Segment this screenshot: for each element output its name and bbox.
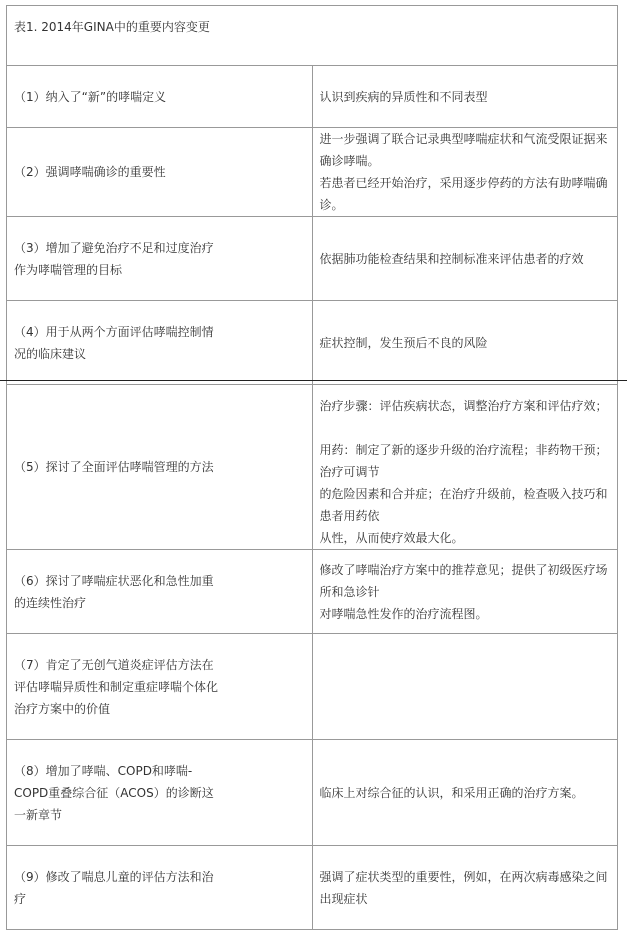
detail-text: 用药：制定了新的逐步升级的治疗流程；非药物干预；治疗可调节 <box>319 443 608 479</box>
table-row <box>7 217 618 301</box>
change-text: 的连续性治疗 <box>14 595 87 610</box>
table-row <box>7 66 618 128</box>
change-cell <box>7 740 313 846</box>
detail-text: 若患者已经开始治疗，采用逐步停药的方法有助哮喘确诊。 <box>319 176 608 212</box>
horizontal-rule <box>0 380 627 381</box>
table-row <box>7 128 618 217</box>
detail-cell <box>312 740 618 846</box>
change-cell <box>7 634 313 740</box>
detail-text: 的危险因素和合并症；在治疗升级前，检查吸入技巧和患者用药依 <box>319 487 608 523</box>
table-row <box>7 634 618 740</box>
detail-text: 强调了症状类型的重要性，例如，在两次病毒感染之间出现症状 <box>319 869 608 906</box>
gina-changes-table <box>6 5 618 930</box>
detail-text: 对哮喘急性发作的治疗流程图。 <box>319 606 488 621</box>
table-row <box>7 385 618 550</box>
detail-text: 进一步强调了联合记录典型哮喘症状和气流受限证据来确诊哮喘。 <box>319 132 608 168</box>
change-cell <box>7 217 313 301</box>
change-text: （5）探讨了全面评估哮喘管理的方法 <box>14 460 214 474</box>
detail-cell <box>312 385 618 550</box>
detail-cell <box>312 301 618 385</box>
caption-row <box>7 6 618 66</box>
detail-text: 修改了哮喘治疗方案中的推荐意见；提供了初级医疗场所和急诊针 <box>319 562 608 599</box>
table-row <box>7 846 618 930</box>
change-text: （6）探讨了哮喘症状恶化和急性加重 <box>14 573 214 588</box>
detail-text: 症状控制，发生预后不良的风险 <box>319 335 488 350</box>
detail-cell <box>312 66 618 128</box>
change-cell <box>7 846 313 930</box>
table-row <box>7 550 618 634</box>
change-text: 评估哮喘异质性和制定重症哮喘个体化 <box>14 679 219 694</box>
detail-cell <box>312 217 618 301</box>
detail-cell <box>312 846 618 930</box>
change-text: 况的临床建议 <box>14 346 87 361</box>
detail-text: 从性，从而使疗效最大化。 <box>319 531 464 545</box>
change-text: （3）增加了避免治疗不足和过度治疗 <box>14 240 214 255</box>
change-text: （7）肯定了无创气道炎症评估方法在 <box>14 657 214 672</box>
detail-text: 临床上对综合征的认识，和采用正确的治疗方案。 <box>319 785 584 800</box>
detail-cell-empty <box>312 634 618 740</box>
change-cell <box>7 66 313 128</box>
table-caption: 表1. 2014年GINA中的重要内容变更 <box>7 6 618 66</box>
table-row <box>7 301 618 385</box>
detail-text: 认识到疾病的异质性和不同表型 <box>319 89 488 104</box>
change-text: 疗 <box>14 891 27 906</box>
change-text: （8）增加了哮喘、COPD和哮喘- <box>14 763 193 778</box>
change-text: 作为哮喘管理的目标 <box>14 262 123 277</box>
change-text: （2）强调哮喘确诊的重要性 <box>14 165 166 179</box>
detail-text: 依据肺功能检查结果和控制标准来评估患者的疗效 <box>319 251 584 266</box>
table-row <box>7 740 618 846</box>
paragraph-gap <box>320 417 611 439</box>
detail-cell <box>312 550 618 634</box>
change-text: COPD重叠综合征（ACOS）的诊断这 <box>14 785 214 800</box>
change-text: （4）用于从两个方面评估哮喘控制情 <box>14 324 214 339</box>
detail-text: 治疗步骤：评估疾病状态，调整治疗方案和评估疗效； <box>319 399 608 413</box>
change-cell <box>7 550 313 634</box>
change-text: 治疗方案中的价值 <box>14 701 111 716</box>
change-cell <box>7 301 313 385</box>
change-text: 一新章节 <box>14 807 63 822</box>
change-text: （1）纳入了“新”的哮喘定义 <box>14 89 167 104</box>
change-cell <box>7 128 313 217</box>
change-text: （9）修改了喘息儿童的评估方法和治 <box>14 869 214 884</box>
change-cell <box>7 385 313 550</box>
detail-cell <box>312 128 618 217</box>
